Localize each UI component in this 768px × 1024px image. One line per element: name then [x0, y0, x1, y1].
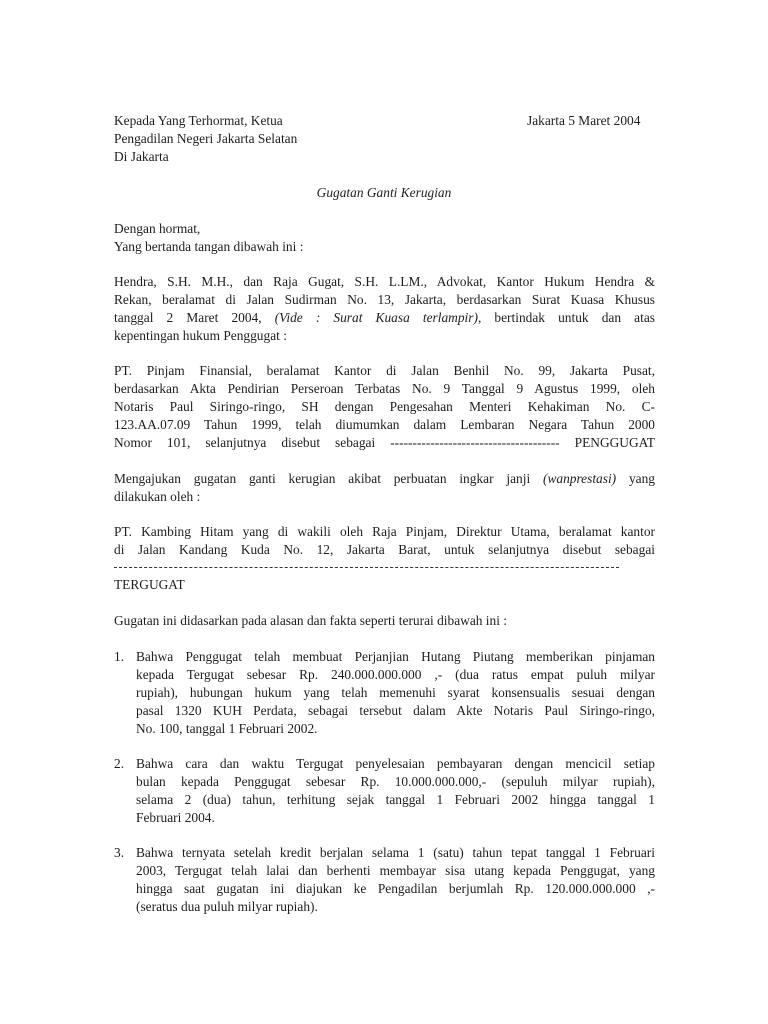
point-2-line-2: bulan kepada Penggugat sebesar Rp. 10.000.000.000,- (sepuluh milyar rupiah),: [136, 774, 655, 789]
point-1-line-3: rupiah), hubungan hukum yang telah memenuhi syarat konsensualis sesuai dengan: [136, 685, 655, 700]
plaintiff-line-3: Notaris Paul Siringo-ringo, SH dengan Pengesahan Menteri Kehakiman No. C-: [114, 399, 655, 414]
addressee-line-2: Pengadilan Negeri Jakarta Selatan: [114, 131, 298, 146]
basis-line: Gugatan ini didasarkan pada alasan dan fakta seperti terurai dibawah ini :: [114, 613, 508, 628]
point-2-line-1: Bahwa cara dan waktu Tergugat penyelesaian pembayaran dengan mencicil setiap: [136, 756, 655, 771]
advocates-line-4: kepentingan hukum Penggugat :: [114, 328, 287, 343]
salutation-line-2: Yang bertanda tangan dibawah ini :: [114, 239, 304, 254]
point-3-line-3: hingga saat gugatan ini diajukan ke Pengadilan berjumlah Rp. 120.000.000.000 ,-: [136, 881, 655, 896]
advocates-text: tanggal 2 Maret 2004,: [114, 310, 275, 325]
wanprestasi-term: (wanprestasi): [542, 471, 617, 486]
point-3-line-1: Bahwa ternyata setelah kredit berjalan selama 1 (satu) tahun tepat tanggal 1 Februari: [136, 845, 655, 860]
claim-line-2: dilakukan oleh :: [114, 489, 201, 504]
defendant-line-1: PT. Kambing Hitam yang di wakili oleh Raja Pinjam, Direktur Utama, beralamat kantor: [114, 524, 655, 539]
addressee-line-3: Di Jakarta: [114, 149, 169, 164]
point-1-line-5: No. 100, tanggal 1 Februari 2002.: [136, 721, 318, 736]
document-title: Gugatan Ganti Kerugian: [316, 185, 452, 200]
point-1-line-1: Bahwa Penggugat telah membuat Perjanjian Hutang Piutang memberikan pinjaman: [136, 649, 655, 664]
point-1-line-4: pasal 1320 KUH Perdata, sebagai tersebut dalam Akte Notaris Paul Siringo-ringo,: [136, 703, 655, 718]
point-3-line-4: (seratus dua puluh milyar rupiah).: [136, 899, 318, 914]
point-3-line-2: 2003, Tergugat telah lalai dan berhenti membayar sisa utang kepada Penggugat, yang: [136, 863, 655, 878]
salutation-line-1: Dengan hormat,: [114, 221, 201, 236]
claim-text: Mengajukan gugatan ganti kerugian akibat perbuatan ingkar janji: [114, 471, 543, 486]
advocates-line-2: Rekan, beralamat di Jalan Sudirman No. 13, Jakarta, berdasarkan Surat Kuasa Khusus: [114, 292, 655, 307]
plaintiff-line-1: PT. Pinjam Finansial, beralamat Kantor di Jalan Benhil No. 99, Jakarta Pusat,: [114, 363, 655, 378]
dash-separator: [114, 567, 619, 568]
point-1-line-2: kepada Tergugat sebesar Rp. 240.000.000.000 ,- (dua ratus empat puluh milyar: [136, 667, 655, 682]
plaintiff-line-2: berdasarkan Akta Pendirian Perseroan Terbatas No. 9 Tanggal 9 Agustus 1999, oleh: [114, 381, 655, 396]
claim-text: yang: [616, 471, 655, 486]
point-2-number: 2.: [114, 756, 125, 771]
advocates-line-3: [114, 309, 655, 327]
advocates-text: , bertindak untuk dan atas: [477, 310, 655, 325]
plaintiff-line-4: 123.AA.07.09 Tahun 1999, telah diumumkan dalam Lembaran Negara Tahun 2000: [114, 417, 655, 432]
vide-note: (Vide : Surat Kuasa terlampir): [274, 310, 478, 325]
point-3-number: 3.: [114, 845, 125, 860]
claim-line-1: [114, 470, 655, 488]
point-2-line-3: selama 2 (dua) tahun, terhitung sejak tanggal 1 Februari 2002 hingga tanggal 1: [136, 792, 655, 807]
point-1-number: 1.: [114, 649, 125, 664]
point-2-line-4: Februari 2004.: [136, 810, 215, 825]
defendant-line-3: TERGUGAT: [114, 577, 185, 592]
plaintiff-line-5: Nomor 101, selanjutnya disebut sebagai -------------------------------------- PENGGUGAT: [114, 435, 655, 450]
place-date: Jakarta 5 Maret 2004: [527, 113, 641, 128]
defendant-line-2: di Jalan Kandang Kuda No. 12, Jakarta Barat, untuk selanjutnya disebut sebagai: [114, 542, 655, 557]
advocates-line-1: Hendra, S.H. M.H., dan Raja Gugat, S.H. L.LM., Advokat, Kantor Hukum Hendra &: [114, 274, 655, 289]
addressee-line-1: Kepada Yang Terhormat, Ketua: [114, 113, 283, 128]
